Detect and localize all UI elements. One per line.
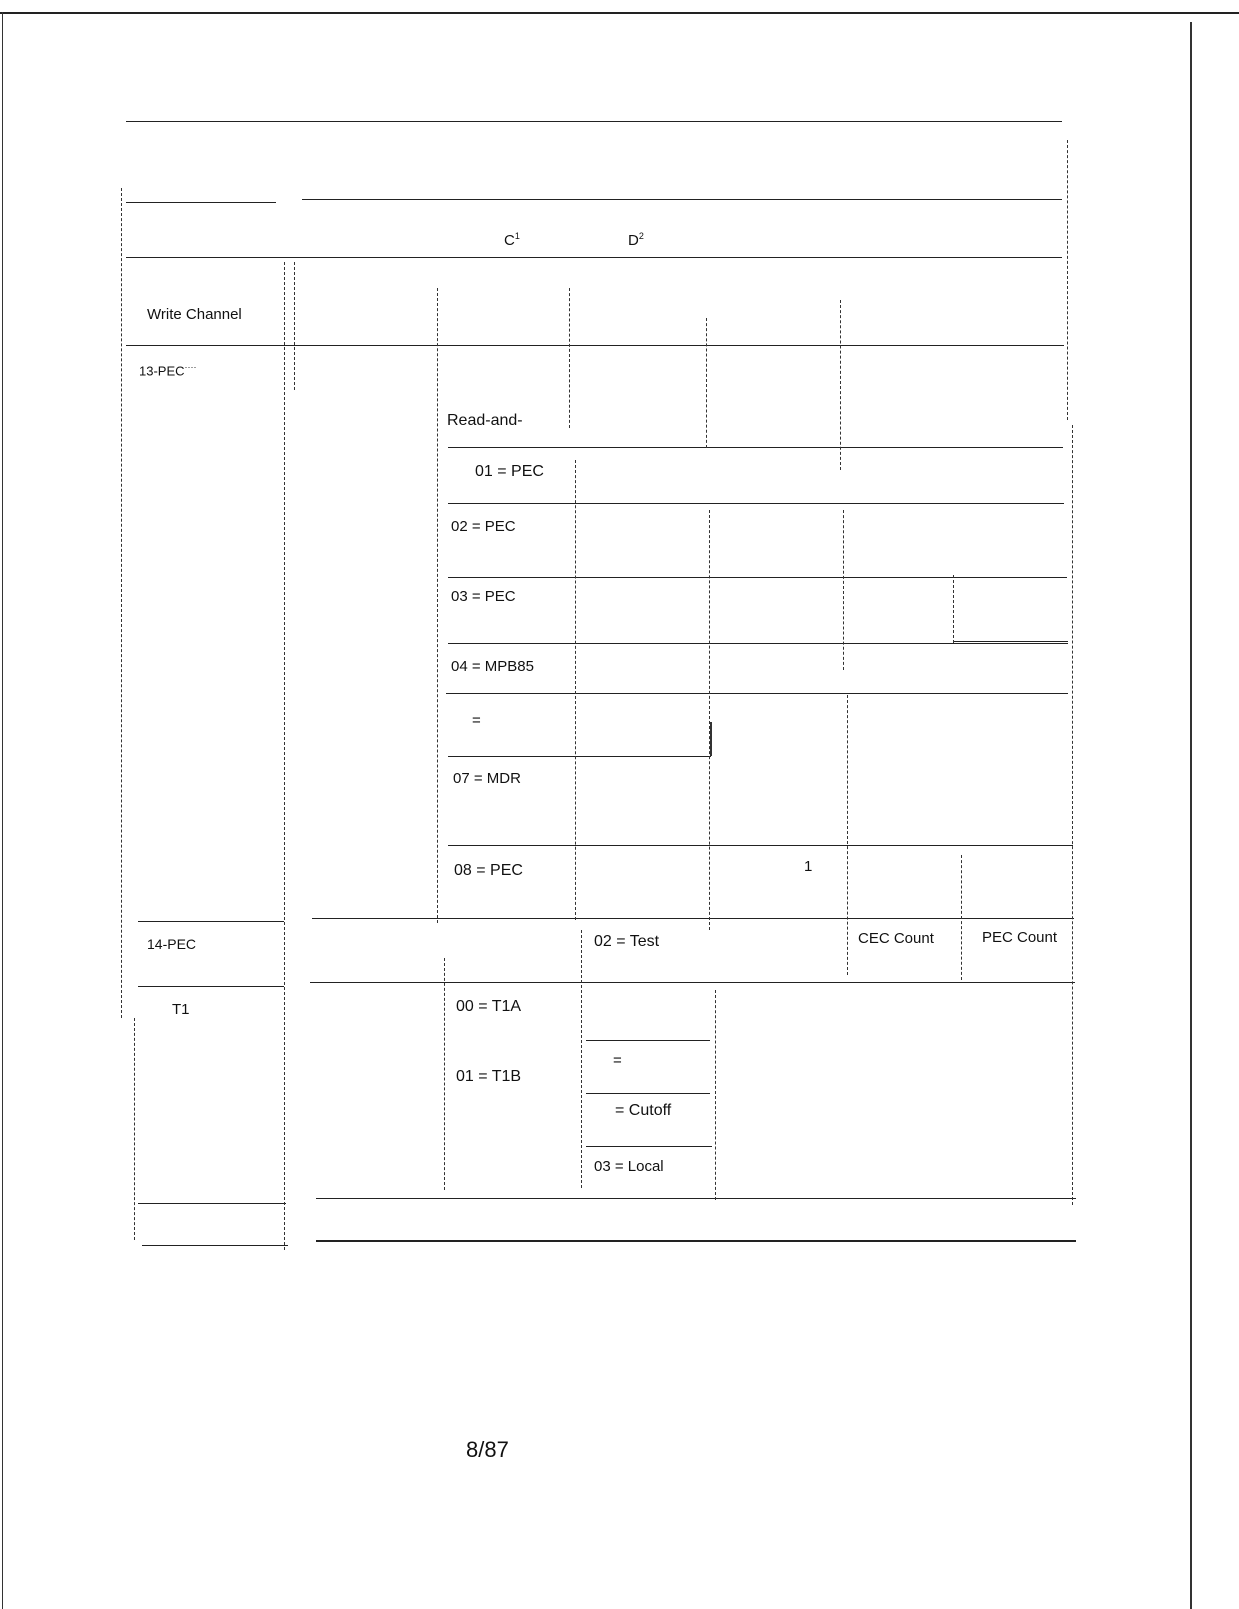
cell-option-04: 04 = MPB85 <box>451 658 534 675</box>
col-b-separator <box>437 288 438 923</box>
cell-read-and: Read-and- <box>447 412 523 429</box>
col-f-separator-lower <box>961 855 962 980</box>
opt03-inner-rule <box>954 641 1068 642</box>
opt07-rule <box>448 845 1073 846</box>
col-e-separator-lower <box>847 695 848 975</box>
opt04-rule <box>446 693 1068 694</box>
row-label-t1: T1 <box>172 1001 190 1018</box>
cell-d-cutoff: = Cutoff <box>615 1102 672 1119</box>
column-header-c: $C^1$ <box>504 231 520 249</box>
row-label-14-pec: 14-PEC <box>147 936 197 952</box>
page-number: 8/87 <box>466 1437 509 1462</box>
col-c-separator <box>569 288 570 428</box>
col-d-separator-lower <box>715 990 716 1200</box>
col-e-separator <box>840 300 841 470</box>
table-bottom-rule-left <box>142 1245 288 1246</box>
cell-cec-count: CEC Count <box>858 930 934 947</box>
table-top-rule <box>126 121 1062 122</box>
d-eq-top-rule <box>586 1040 710 1041</box>
header-rule-right <box>302 199 1062 200</box>
col-d-separator-mid <box>709 510 710 930</box>
cell-t1a: 00 = T1A <box>456 998 522 1015</box>
cell-option-eq: = <box>472 712 481 729</box>
cell-t1b: 01 = T1B <box>456 1068 522 1085</box>
cell-option-01: 01 = PEC <box>475 463 544 480</box>
cell-option-03: 03 = PEC <box>451 588 516 605</box>
col-d-separator <box>706 318 707 448</box>
pec14-bottom-rule-left <box>138 986 284 987</box>
col-f-separator <box>953 575 954 643</box>
t1-bottom-rule-left <box>138 1203 286 1204</box>
t1-bottom-rule <box>316 1198 1076 1199</box>
page-left-border <box>2 12 3 1609</box>
col-c-separator-mid <box>575 460 576 920</box>
header-rule-left <box>126 202 276 203</box>
col-left-edge <box>121 188 122 1018</box>
cell-option-08-value: 1 <box>804 858 813 875</box>
cell-pec-count: PEC Count <box>982 929 1058 946</box>
opt-eq-rule <box>448 756 711 757</box>
cell-option-08: 08 = PEC <box>454 862 523 879</box>
cell-option-07: 07 = MDR <box>453 770 521 787</box>
d-cutoff-rule <box>586 1146 712 1147</box>
row-label-write-channel: Write Channel <box>147 306 242 323</box>
col-e-separator-mid <box>843 510 844 670</box>
column-header-d: $D^2$ <box>628 231 644 249</box>
write-channel-rule <box>126 345 1064 346</box>
col-a-separator <box>284 262 285 1250</box>
col-a-separator-2 <box>294 262 295 390</box>
cell-d-eq: = <box>613 1052 622 1069</box>
header-bottom-rule <box>126 257 1062 258</box>
opt03-rule <box>448 643 1068 644</box>
page-top-rule <box>0 12 1239 14</box>
page-right-border <box>1190 22 1192 1609</box>
row-label-13-pec: 13-PEC···· <box>139 362 197 379</box>
opt03-rule-right <box>954 577 1067 578</box>
cell-test-02: 02 = Test <box>594 933 660 950</box>
table-bottom-rule <box>316 1240 1076 1242</box>
col-left-edge-lower <box>134 1018 135 1240</box>
cell-option-02: 02 = PEC <box>451 518 516 535</box>
col-c-separator-lower <box>581 930 582 1188</box>
read-and-rule <box>448 447 1063 448</box>
cell-d-local: 03 = Local <box>594 1158 664 1175</box>
pec14-bottom-rule <box>310 982 1075 983</box>
pec14-top-rule <box>312 918 1074 919</box>
col-b-separator-lower <box>444 958 445 1190</box>
col-right-edge-lower <box>1072 425 1073 1205</box>
opt-eq-box-right <box>710 722 712 756</box>
col-right-edge <box>1067 140 1068 420</box>
d-eq-bottom-rule <box>586 1093 710 1094</box>
pec14-top-rule-left <box>138 921 284 922</box>
opt01-rule <box>448 503 1064 504</box>
